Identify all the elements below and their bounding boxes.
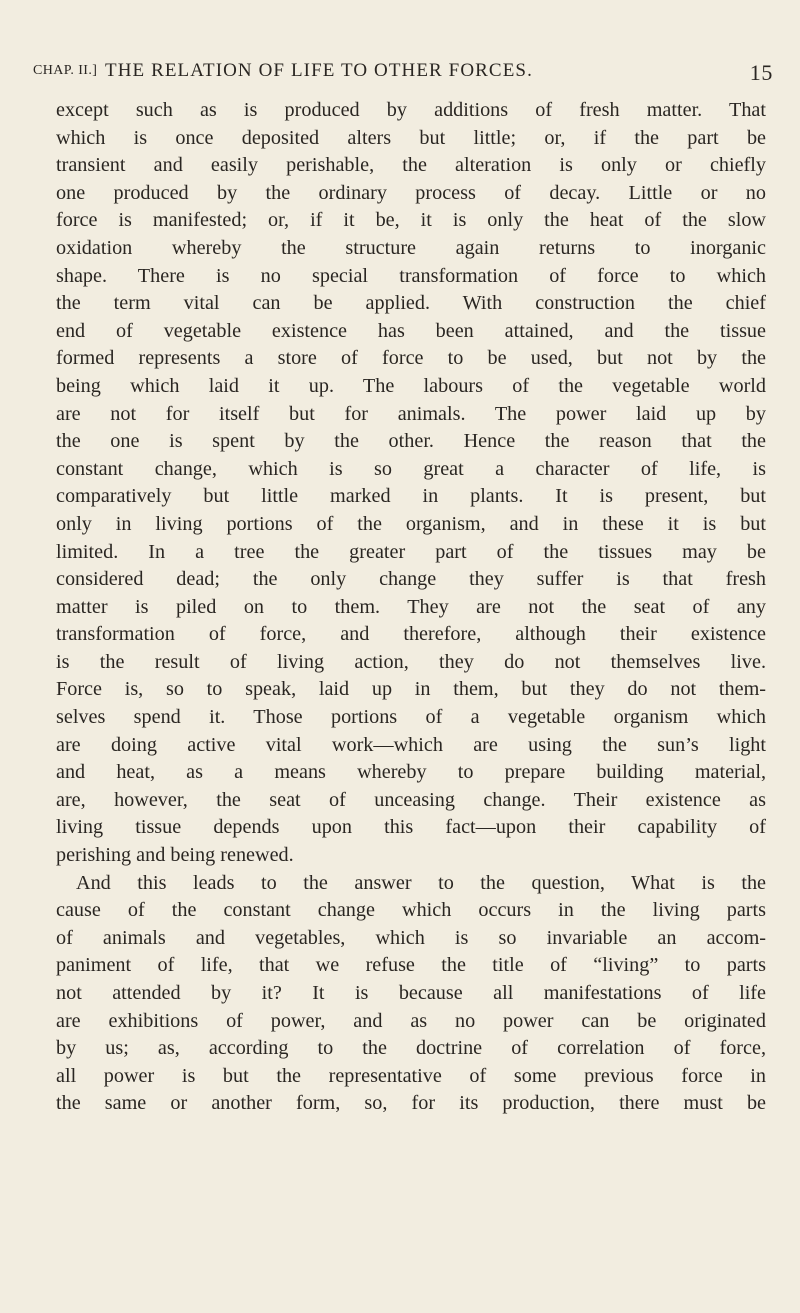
text-line: and heat, as a means whereby to prepare building material,	[56, 761, 766, 784]
text-line: oxidation whereby the structure again returns to inorganic	[56, 236, 766, 259]
text-line: transient and easily perishable, the alteration is only or chiefly	[56, 154, 766, 177]
running-head	[33, 60, 773, 90]
text-line: are not for itself but for animals. The power laid up by	[56, 402, 766, 425]
text-line: end of vegetable existence has been attained, and the tissue	[56, 319, 766, 342]
text-line: selves spend it. Those portions of a vegetable organism which	[56, 706, 766, 729]
text-line: perishing and being renewed.	[56, 844, 294, 867]
text-line: are, however, the seat of unceasing change. Their existence as	[56, 788, 766, 811]
body-text	[56, 97, 766, 1118]
text-line: shape. There is no special transformation of force to which	[56, 264, 766, 287]
text-line: formed represents a store of force to be used, but not by the	[56, 347, 766, 370]
text-line: one produced by the ordinary process of decay. Little or no	[56, 181, 766, 204]
text-line: matter is piled on to them. They are not the seat of any	[56, 595, 766, 618]
text-line: living tissue depends upon this fact—upon their capability of	[56, 816, 766, 839]
text-line: paniment of life, that we refuse the title of “living” to parts	[56, 954, 766, 977]
text-line: constant change, which is so great a character of life, is	[56, 457, 766, 480]
text-line: which is once deposited alters but little; or, if the part be	[56, 126, 766, 149]
text-line: the term vital can be applied. With construction the chief	[56, 292, 766, 315]
text-line: the same or another form, so, for its production, there must be	[56, 1092, 766, 1115]
text-line: And this leads to the answer to the question, What is the	[76, 871, 766, 894]
text-line: are doing active vital work—which are using the sun’s light	[56, 733, 766, 756]
text-line: transformation of force, and therefore, although their existence	[56, 623, 766, 646]
text-line: is the result of living action, they do not themselves live.	[56, 650, 766, 673]
text-line: Force is, so to speak, laid up in them, but they do not them-	[56, 678, 766, 701]
page-number: 15	[749, 60, 773, 85]
text-line: force is manifested; or, if it be, it is only the heat of the slow	[56, 209, 766, 232]
text-line: except such as is produced by additions of fresh matter. That	[56, 99, 766, 121]
text-line: comparatively but little marked in plants. It is present, but	[56, 485, 766, 508]
text-line: by us; as, according to the doctrine of correlation of force,	[56, 1037, 766, 1060]
text-line: are exhibitions of power, and as no power can be originated	[56, 1009, 766, 1032]
text-line: all power is but the representative of some previous force in	[56, 1064, 766, 1087]
running-title: THE RELATION OF LIFE TO OTHER FORCES.	[105, 60, 533, 81]
text-line: not attended by it? It is because all manifestations of life	[56, 982, 766, 1004]
text-line: the one is spent by the other. Hence the reason that the	[56, 430, 766, 453]
text-line: considered dead; the only change they suffer is that fresh	[56, 568, 766, 591]
text-line: cause of the constant change which occurs in the living parts	[56, 899, 766, 922]
chapter-label: CHAP. II.]	[33, 63, 98, 78]
text-line: being which laid it up. The labours of the vegetable world	[56, 374, 766, 397]
text-line: limited. In a tree the greater part of the tissues may be	[56, 540, 766, 563]
text-line: only in living portions of the organism, and in these it is but	[56, 512, 766, 535]
text-line: of animals and vegetables, which is so invariable an accom-	[56, 926, 766, 949]
